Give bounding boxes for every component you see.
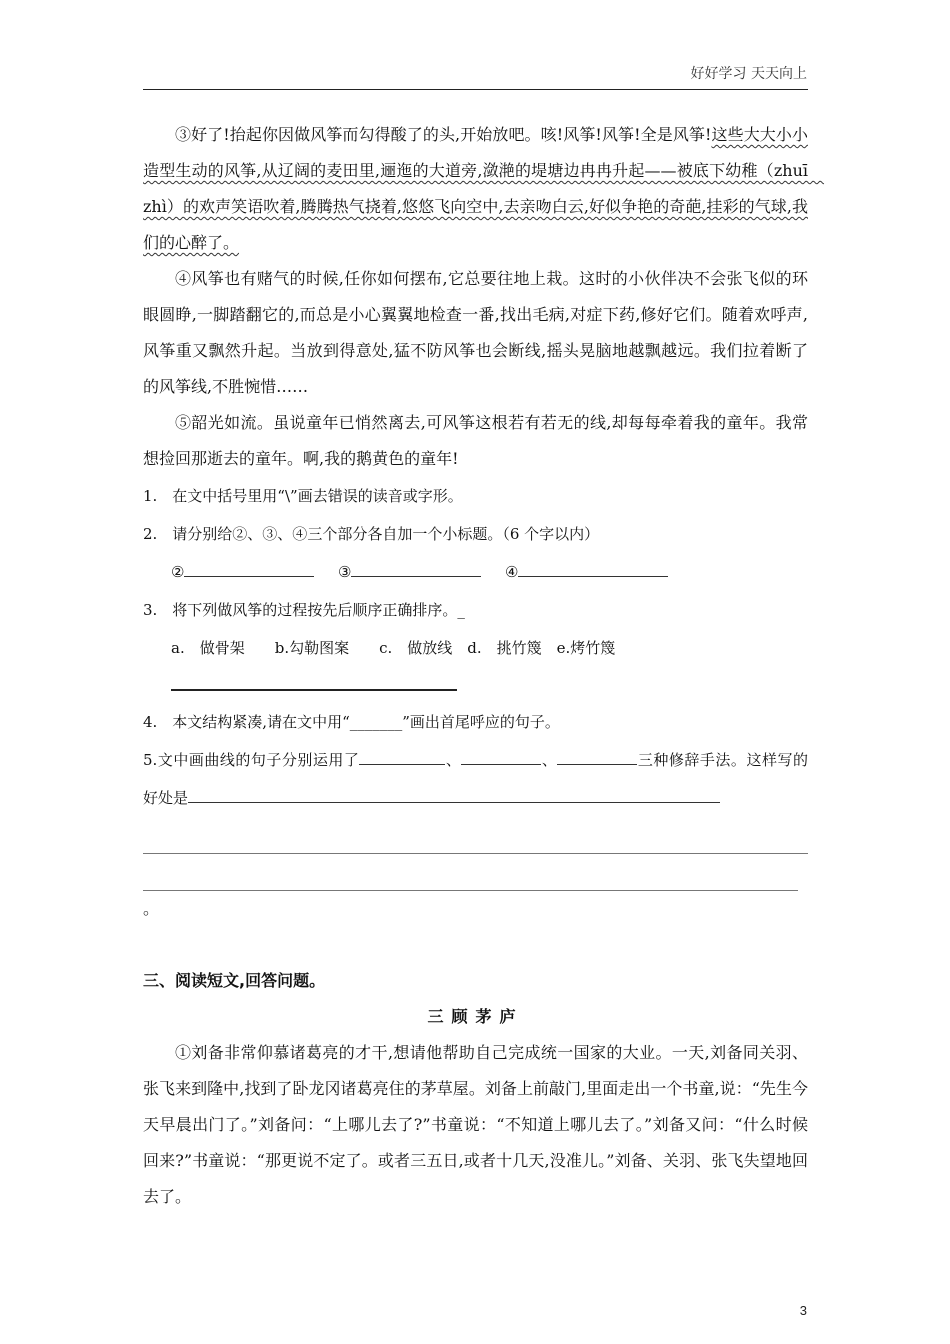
header-slogan: 好好学习 天天向上 xyxy=(690,66,807,82)
answer-end-mark: 。 xyxy=(143,899,160,918)
q5-text-end: 三种修辞手法。这样写的好处是 xyxy=(143,751,808,807)
section-3-heading: 三、阅读短文,回答问题。 xyxy=(143,971,326,990)
page-content xyxy=(143,117,825,1215)
question-3: 3. 将下列做风筝的过程按先后顺序正确排序。_ xyxy=(143,601,465,619)
q2-blank-2[interactable] xyxy=(184,558,314,577)
q5-blank-4[interactable] xyxy=(188,784,720,803)
page-number: 3 xyxy=(799,1303,807,1318)
q5-blank-3[interactable] xyxy=(557,746,637,765)
paragraph-3-start: ③好了!抬起你因做风筝而勾得酸了的头,开始放吧。咳!风筝!风筝!全是风筝! xyxy=(175,125,712,144)
story-title: 三顾茅庐 xyxy=(427,1007,524,1026)
header-divider xyxy=(143,89,808,90)
q2-blank-4[interactable] xyxy=(518,558,668,577)
question-2: 2. 请分别给②、③、④三个部分各自加一个小标题。（6 个字以内） xyxy=(143,525,600,543)
question-3-options: a. 做骨架 b.勾勒图案 c. 做放线 d. 挑竹篾 e.烤竹篾 xyxy=(171,639,616,657)
q2-blank-3[interactable] xyxy=(351,558,481,577)
q5-separator-2: 、 xyxy=(541,751,558,769)
question-2-answers xyxy=(143,553,808,591)
q5-blank-2[interactable] xyxy=(461,746,541,765)
q4-blank: _______ xyxy=(349,713,403,731)
question-1: 1. 在文中括号里用“\”画去错误的读音或字形。 xyxy=(143,487,463,505)
q2-label-3: ③ xyxy=(338,563,352,581)
q2-label-2: ② xyxy=(171,563,185,581)
answer-line-2[interactable] xyxy=(143,854,798,891)
q5-separator-1: 、 xyxy=(445,751,462,769)
q5-blank-1[interactable] xyxy=(359,746,445,765)
passage-paragraph-3 xyxy=(143,117,825,261)
passage-paragraph-5: ⑤韶光如流。虽说童年已悄然离去,可风筝这根若有若无的线,却每每牵着我的童年。我常想捡回那逝去的童年。啊,我的鹅黄色的童年! xyxy=(143,413,808,468)
wavy-underlined-sentence: 这些大大小小造型生动的风筝,从辽阔的麦田里,逦迤的大道旁,潋滟的堤塘边冉冉升起——被底下幼稚（zhuī zhì）的欢声笑语吹着,腾腾热气挠着,悠悠飞向空中,去亲吻白云,好似争艳的奇葩,挂彩的气球,我们的心醉了。 xyxy=(143,125,825,252)
q4-text-start: 4. 本文结构紧凑,请在文中用“ xyxy=(143,713,350,731)
passage-paragraph-4: ④风筝也有赌气的时候,任你如何摆布,它总要往地上栽。这时的小伙伴决不会张飞似的环眼圆睁,一脚踏翻它的,而总是小心翼翼地检查一番,找出毛病,对症下药,修好它们。随着欢呼声,风筝重又飘然升起。当放到得意处,猛不防风筝也会断线,摇头晃脑地越飘越远。我们拉着断了的风筝线,不胜惋惜…… xyxy=(143,269,808,396)
question-4 xyxy=(143,703,808,741)
question-5 xyxy=(143,741,808,817)
answer-line-1[interactable] xyxy=(143,817,808,854)
story-paragraph-1: ①刘备非常仰慕诸葛亮的才干,想请他帮助自己完成统一国家的大业。一天,刘备同关羽、张飞来到隆中,找到了卧龙冈诸葛亮住的茅草屋。刘备上前敲门,里面走出一个书童,说：“先生今天早晨出门了。”刘备问：“上哪儿去了?”书童说：“不知道上哪儿去了。”刘备又问：“什么时候回来?”书童说：“那更说不定了。或者三五日,或者十几天,没准儿。”刘备、关羽、张飞失望地回去了。 xyxy=(143,1043,808,1206)
q4-text-end: ”画出首尾呼应的句子。 xyxy=(402,713,560,731)
question-3-answer-row xyxy=(143,667,808,703)
q3-answer-blank[interactable] xyxy=(171,667,457,691)
q2-label-4: ④ xyxy=(505,563,519,581)
q5-text-start: 5.文中画曲线的句子分别运用了 xyxy=(143,751,360,769)
